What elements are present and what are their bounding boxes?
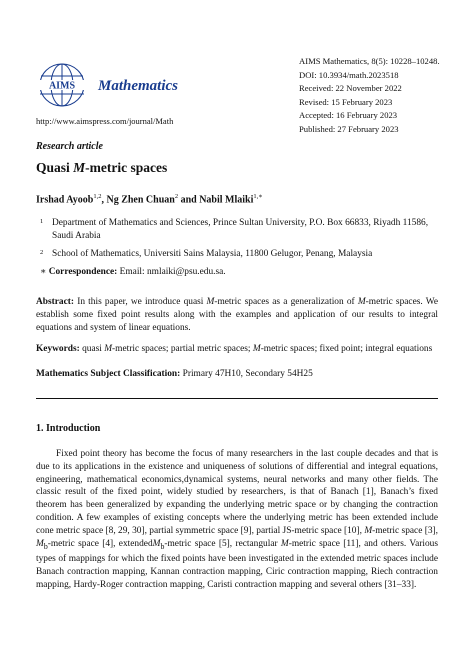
affiliation-text: School of Mathematics, Universiti Sains Malaysia, 11800 Gelugor, Penang, Malaysia	[52, 249, 373, 259]
article-type: Research article	[36, 141, 103, 152]
meta-citation: AIMS Mathematics, 8(5): 10228–10248.	[299, 56, 440, 66]
meta-published: Published: 27 February 2023	[299, 123, 399, 134]
meta-revised: Revised: 15 February 2023	[299, 96, 393, 107]
affiliation-number: 1	[40, 218, 44, 225]
author-name: Nabil Mlaiki	[199, 194, 254, 206]
abstract: Abstract: In this paper, we introduce quasi M-metric spaces as a generalization of M-metric spaces. We establish some fixed point results along with the examples and application of our results to integral equations and system of linear equations.	[36, 297, 438, 334]
affiliation-2	[40, 248, 440, 261]
author-name: Irshad Ayoob	[36, 194, 94, 206]
meta-received: Received: 22 November 2022	[299, 83, 402, 94]
affiliation-1	[40, 217, 440, 243]
logo-text: AIMS	[48, 80, 76, 92]
introduction-paragraph: Fixed point theory has become the focus of many researchers in the last couple decades and that is due to its applications in the existence and uniqueness of solutions of differential and integral equations, engineering, mathematical economics,dynamical systems, neural networks and many other fields. The classic result of the fixed point, widely studied by researchers, is that of Banach [1], Banach’s fixed theorem has been generalized by expanding the underlying metric space or by changing the contraction condition. A few examples of existing concepts where the underlying metric has been extended include cone metric space [8, 29, 30], partial symmetric space [9], partial JS-metric space [10], M-metric space [3], $M_b$-metric space [4], extendedM$_b$-metric space [5], rectangular M-metric space [11], and others. Various types of mappings for which the fixed points have been investigated in the extended metric spaces include Banach contraction mapping, Kannan contraction mapping, Ciric contraction mapping, Riech contraction mapping, Hardy-Roger contraction mapping, Caristi contraction mapping and several others [31–33].	[36, 449, 438, 590]
divider	[36, 398, 438, 399]
meta-accepted: Accepted: 16 February 2023	[299, 110, 398, 121]
section-heading: 1. Introduction	[36, 423, 101, 434]
subject-classification: Mathematics Subject Classification: Primary 47H10, Secondary 54H25	[36, 369, 313, 379]
aims-logo-icon	[36, 62, 88, 108]
journal-url-link[interactable]: http://www.aimspress.com/journal/Math	[36, 116, 174, 126]
meta-doi[interactable]: DOI: 10.3934/math.2023518	[299, 69, 399, 80]
affiliation-number: 2	[40, 249, 44, 256]
publication-meta	[299, 55, 440, 137]
author-affil-mark: 1,∗	[253, 193, 263, 200]
author-name: Ng Zhen Chuan	[106, 194, 175, 206]
author-affil-mark: 1,2	[93, 193, 102, 200]
keywords: Keywords: quasi M-metric spaces; partial metric spaces; M-metric spaces; fixed point; integral equations	[36, 344, 433, 354]
affiliation-text: Department of Mathematics and Sciences, Prince Sultan University, P.O. Box 66833, Riyadh 11586, Saudi Arabia	[52, 218, 429, 241]
paper-title: Quasi M-metric spaces	[36, 160, 168, 175]
journal-name[interactable]: Mathematics	[98, 78, 179, 94]
author-affil-mark: 2	[174, 193, 179, 200]
correspondence: ∗ Correspondence: Email: nmlaiki@psu.edu.sa.	[40, 267, 226, 277]
correspondence-email[interactable]: Email: nmlaiki@psu.edu.sa.	[117, 267, 226, 277]
author-list: Irshad Ayoob$^{1,2}$, Ng Zhen Chuan$^2$ and Nabil Mlaiki$^{1,∗}$	[36, 193, 263, 206]
